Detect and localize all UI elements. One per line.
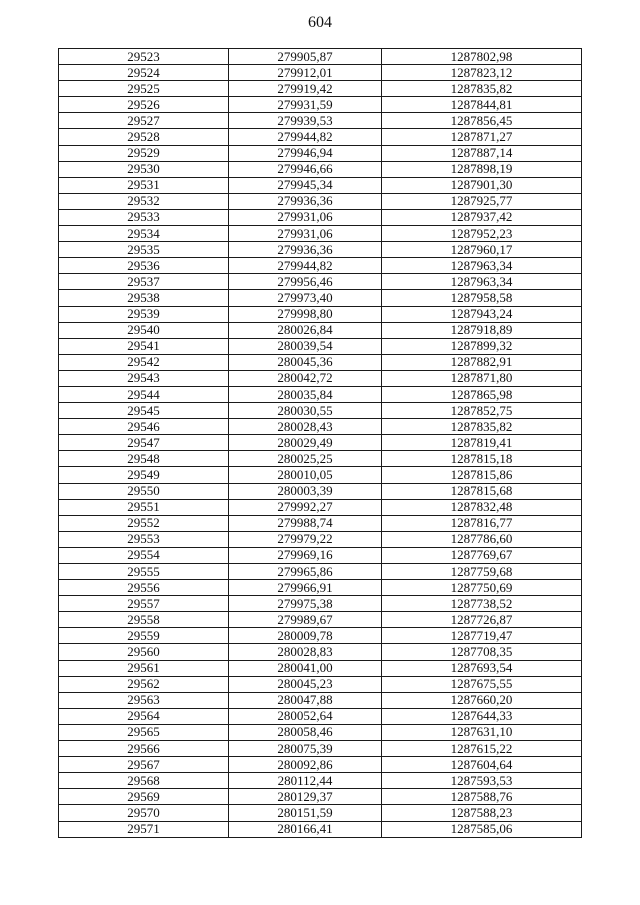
y-coordinate-cell: 1287769,67 bbox=[382, 547, 582, 563]
table-row bbox=[59, 789, 582, 805]
point-number-cell: 29536 bbox=[59, 258, 229, 274]
table-row bbox=[59, 49, 582, 65]
table-row bbox=[59, 306, 582, 322]
point-number-cell: 29560 bbox=[59, 644, 229, 660]
point-number-cell: 29568 bbox=[59, 773, 229, 789]
table-row bbox=[59, 821, 582, 837]
point-number-cell: 29561 bbox=[59, 660, 229, 676]
y-coordinate-cell: 1287865,98 bbox=[382, 386, 582, 402]
x-coordinate-cell: 280151,59 bbox=[229, 805, 382, 821]
table-row bbox=[59, 499, 582, 515]
point-number-cell: 29531 bbox=[59, 177, 229, 193]
table-row bbox=[59, 451, 582, 467]
point-number-cell: 29534 bbox=[59, 226, 229, 242]
x-coordinate-cell: 279944,82 bbox=[229, 129, 382, 145]
x-coordinate-cell: 280003,39 bbox=[229, 483, 382, 499]
x-coordinate-cell: 280075,39 bbox=[229, 741, 382, 757]
point-number-cell: 29559 bbox=[59, 628, 229, 644]
x-coordinate-cell: 279966,91 bbox=[229, 580, 382, 596]
table-row bbox=[59, 145, 582, 161]
table-row bbox=[59, 564, 582, 580]
y-coordinate-cell: 1287943,24 bbox=[382, 306, 582, 322]
x-coordinate-cell: 280045,23 bbox=[229, 676, 382, 692]
point-number-cell: 29544 bbox=[59, 386, 229, 402]
table-row bbox=[59, 644, 582, 660]
table-row bbox=[59, 161, 582, 177]
y-coordinate-cell: 1287819,41 bbox=[382, 435, 582, 451]
y-coordinate-cell: 1287960,17 bbox=[382, 242, 582, 258]
x-coordinate-cell: 280028,43 bbox=[229, 419, 382, 435]
table-row bbox=[59, 403, 582, 419]
x-coordinate-cell: 279998,80 bbox=[229, 306, 382, 322]
y-coordinate-cell: 1287738,52 bbox=[382, 596, 582, 612]
y-coordinate-cell: 1287719,47 bbox=[382, 628, 582, 644]
x-coordinate-cell: 280026,84 bbox=[229, 322, 382, 338]
x-coordinate-cell: 279988,74 bbox=[229, 515, 382, 531]
x-coordinate-cell: 280035,84 bbox=[229, 386, 382, 402]
x-coordinate-cell: 279936,36 bbox=[229, 193, 382, 209]
point-number-cell: 29571 bbox=[59, 821, 229, 837]
x-coordinate-cell: 280010,05 bbox=[229, 467, 382, 483]
y-coordinate-cell: 1287585,06 bbox=[382, 821, 582, 837]
coordinates-table bbox=[58, 48, 582, 838]
point-number-cell: 29562 bbox=[59, 676, 229, 692]
x-coordinate-cell: 280028,83 bbox=[229, 644, 382, 660]
y-coordinate-cell: 1287675,55 bbox=[382, 676, 582, 692]
x-coordinate-cell: 279931,59 bbox=[229, 97, 382, 113]
point-number-cell: 29543 bbox=[59, 370, 229, 386]
point-number-cell: 29535 bbox=[59, 242, 229, 258]
y-coordinate-cell: 1287871,80 bbox=[382, 370, 582, 386]
x-coordinate-cell: 279912,01 bbox=[229, 65, 382, 81]
y-coordinate-cell: 1287615,22 bbox=[382, 741, 582, 757]
y-coordinate-cell: 1287815,68 bbox=[382, 483, 582, 499]
y-coordinate-cell: 1287802,98 bbox=[382, 49, 582, 65]
x-coordinate-cell: 279956,46 bbox=[229, 274, 382, 290]
y-coordinate-cell: 1287593,53 bbox=[382, 773, 582, 789]
point-number-cell: 29570 bbox=[59, 805, 229, 821]
y-coordinate-cell: 1287856,45 bbox=[382, 113, 582, 129]
y-coordinate-cell: 1287660,20 bbox=[382, 692, 582, 708]
x-coordinate-cell: 279992,27 bbox=[229, 499, 382, 515]
x-coordinate-cell: 279946,94 bbox=[229, 145, 382, 161]
x-coordinate-cell: 280047,88 bbox=[229, 692, 382, 708]
x-coordinate-cell: 279989,67 bbox=[229, 612, 382, 628]
point-number-cell: 29567 bbox=[59, 757, 229, 773]
point-number-cell: 29555 bbox=[59, 564, 229, 580]
x-coordinate-cell: 280058,46 bbox=[229, 724, 382, 740]
table-row bbox=[59, 97, 582, 113]
y-coordinate-cell: 1287815,86 bbox=[382, 467, 582, 483]
x-coordinate-cell: 280112,44 bbox=[229, 773, 382, 789]
point-number-cell: 29565 bbox=[59, 724, 229, 740]
point-number-cell: 29566 bbox=[59, 741, 229, 757]
point-number-cell: 29527 bbox=[59, 113, 229, 129]
table-row bbox=[59, 226, 582, 242]
table-row bbox=[59, 435, 582, 451]
point-number-cell: 29547 bbox=[59, 435, 229, 451]
x-coordinate-cell: 279944,82 bbox=[229, 258, 382, 274]
table-row bbox=[59, 547, 582, 563]
point-number-cell: 29551 bbox=[59, 499, 229, 515]
table-row bbox=[59, 419, 582, 435]
x-coordinate-cell: 279965,86 bbox=[229, 564, 382, 580]
x-coordinate-cell: 279969,16 bbox=[229, 547, 382, 563]
y-coordinate-cell: 1287708,35 bbox=[382, 644, 582, 660]
y-coordinate-cell: 1287588,76 bbox=[382, 789, 582, 805]
x-coordinate-cell: 280166,41 bbox=[229, 821, 382, 837]
point-number-cell: 29557 bbox=[59, 596, 229, 612]
y-coordinate-cell: 1287759,68 bbox=[382, 564, 582, 580]
point-number-cell: 29539 bbox=[59, 306, 229, 322]
point-number-cell: 29528 bbox=[59, 129, 229, 145]
table-row bbox=[59, 65, 582, 81]
y-coordinate-cell: 1287835,82 bbox=[382, 419, 582, 435]
point-number-cell: 29542 bbox=[59, 354, 229, 370]
table-row bbox=[59, 370, 582, 386]
x-coordinate-cell: 280009,78 bbox=[229, 628, 382, 644]
point-number-cell: 29550 bbox=[59, 483, 229, 499]
y-coordinate-cell: 1287882,91 bbox=[382, 354, 582, 370]
point-number-cell: 29526 bbox=[59, 97, 229, 113]
x-coordinate-cell: 279931,06 bbox=[229, 226, 382, 242]
y-coordinate-cell: 1287844,81 bbox=[382, 97, 582, 113]
table-row bbox=[59, 724, 582, 740]
point-number-cell: 29523 bbox=[59, 49, 229, 65]
table-row bbox=[59, 274, 582, 290]
y-coordinate-cell: 1287726,87 bbox=[382, 612, 582, 628]
table-row bbox=[59, 773, 582, 789]
point-number-cell: 29552 bbox=[59, 515, 229, 531]
y-coordinate-cell: 1287899,32 bbox=[382, 338, 582, 354]
point-number-cell: 29532 bbox=[59, 193, 229, 209]
x-coordinate-cell: 279905,87 bbox=[229, 49, 382, 65]
y-coordinate-cell: 1287823,12 bbox=[382, 65, 582, 81]
point-number-cell: 29564 bbox=[59, 708, 229, 724]
point-number-cell: 29546 bbox=[59, 419, 229, 435]
table-row bbox=[59, 531, 582, 547]
point-number-cell: 29540 bbox=[59, 322, 229, 338]
y-coordinate-cell: 1287901,30 bbox=[382, 177, 582, 193]
y-coordinate-cell: 1287693,54 bbox=[382, 660, 582, 676]
point-number-cell: 29525 bbox=[59, 81, 229, 97]
table-row bbox=[59, 580, 582, 596]
table-row bbox=[59, 113, 582, 129]
point-number-cell: 29558 bbox=[59, 612, 229, 628]
point-number-cell: 29549 bbox=[59, 467, 229, 483]
point-number-cell: 29563 bbox=[59, 692, 229, 708]
x-coordinate-cell: 279936,36 bbox=[229, 242, 382, 258]
table-row bbox=[59, 81, 582, 97]
table-row bbox=[59, 805, 582, 821]
y-coordinate-cell: 1287786,60 bbox=[382, 531, 582, 547]
y-coordinate-cell: 1287816,77 bbox=[382, 515, 582, 531]
y-coordinate-cell: 1287604,64 bbox=[382, 757, 582, 773]
x-coordinate-cell: 280025,25 bbox=[229, 451, 382, 467]
table-row bbox=[59, 129, 582, 145]
page-number: 604 bbox=[308, 14, 332, 31]
point-number-cell: 29556 bbox=[59, 580, 229, 596]
x-coordinate-cell: 279975,38 bbox=[229, 596, 382, 612]
x-coordinate-cell: 280029,49 bbox=[229, 435, 382, 451]
table-row bbox=[59, 386, 582, 402]
y-coordinate-cell: 1287963,34 bbox=[382, 274, 582, 290]
point-number-cell: 29533 bbox=[59, 209, 229, 225]
table-row bbox=[59, 515, 582, 531]
table-row bbox=[59, 676, 582, 692]
table-row bbox=[59, 242, 582, 258]
table-row bbox=[59, 757, 582, 773]
table-row bbox=[59, 467, 582, 483]
table-row bbox=[59, 258, 582, 274]
x-coordinate-cell: 280092,86 bbox=[229, 757, 382, 773]
table-row bbox=[59, 483, 582, 499]
y-coordinate-cell: 1287832,48 bbox=[382, 499, 582, 515]
table-row bbox=[59, 596, 582, 612]
x-coordinate-cell: 279973,40 bbox=[229, 290, 382, 306]
y-coordinate-cell: 1287898,19 bbox=[382, 161, 582, 177]
table-row bbox=[59, 741, 582, 757]
coordinates-table-body bbox=[59, 49, 582, 838]
x-coordinate-cell: 280129,37 bbox=[229, 789, 382, 805]
point-number-cell: 29530 bbox=[59, 161, 229, 177]
table-row bbox=[59, 628, 582, 644]
point-number-cell: 29548 bbox=[59, 451, 229, 467]
y-coordinate-cell: 1287918,89 bbox=[382, 322, 582, 338]
y-coordinate-cell: 1287952,23 bbox=[382, 226, 582, 242]
x-coordinate-cell: 280030,55 bbox=[229, 403, 382, 419]
y-coordinate-cell: 1287958,58 bbox=[382, 290, 582, 306]
y-coordinate-cell: 1287815,18 bbox=[382, 451, 582, 467]
point-number-cell: 29553 bbox=[59, 531, 229, 547]
y-coordinate-cell: 1287644,33 bbox=[382, 708, 582, 724]
y-coordinate-cell: 1287937,42 bbox=[382, 209, 582, 225]
y-coordinate-cell: 1287750,69 bbox=[382, 580, 582, 596]
point-number-cell: 29545 bbox=[59, 403, 229, 419]
y-coordinate-cell: 1287588,23 bbox=[382, 805, 582, 821]
table-row bbox=[59, 612, 582, 628]
table-row bbox=[59, 354, 582, 370]
point-number-cell: 29538 bbox=[59, 290, 229, 306]
table-row bbox=[59, 177, 582, 193]
table-row bbox=[59, 708, 582, 724]
x-coordinate-cell: 279946,66 bbox=[229, 161, 382, 177]
y-coordinate-cell: 1287852,75 bbox=[382, 403, 582, 419]
table-row bbox=[59, 193, 582, 209]
y-coordinate-cell: 1287887,14 bbox=[382, 145, 582, 161]
y-coordinate-cell: 1287631,10 bbox=[382, 724, 582, 740]
y-coordinate-cell: 1287925,77 bbox=[382, 193, 582, 209]
point-number-cell: 29541 bbox=[59, 338, 229, 354]
x-coordinate-cell: 279919,42 bbox=[229, 81, 382, 97]
y-coordinate-cell: 1287871,27 bbox=[382, 129, 582, 145]
x-coordinate-cell: 280039,54 bbox=[229, 338, 382, 354]
point-number-cell: 29524 bbox=[59, 65, 229, 81]
x-coordinate-cell: 279945,34 bbox=[229, 177, 382, 193]
x-coordinate-cell: 280041,00 bbox=[229, 660, 382, 676]
table-row bbox=[59, 692, 582, 708]
x-coordinate-cell: 279939,53 bbox=[229, 113, 382, 129]
point-number-cell: 29537 bbox=[59, 274, 229, 290]
point-number-cell: 29529 bbox=[59, 145, 229, 161]
table-row bbox=[59, 322, 582, 338]
table-row bbox=[59, 290, 582, 306]
x-coordinate-cell: 279979,22 bbox=[229, 531, 382, 547]
y-coordinate-cell: 1287963,34 bbox=[382, 258, 582, 274]
table-row bbox=[59, 338, 582, 354]
x-coordinate-cell: 279931,06 bbox=[229, 209, 382, 225]
point-number-cell: 29554 bbox=[59, 547, 229, 563]
table-row bbox=[59, 660, 582, 676]
x-coordinate-cell: 280042,72 bbox=[229, 370, 382, 386]
table-row bbox=[59, 209, 582, 225]
point-number-cell: 29569 bbox=[59, 789, 229, 805]
x-coordinate-cell: 280052,64 bbox=[229, 708, 382, 724]
y-coordinate-cell: 1287835,82 bbox=[382, 81, 582, 97]
x-coordinate-cell: 280045,36 bbox=[229, 354, 382, 370]
